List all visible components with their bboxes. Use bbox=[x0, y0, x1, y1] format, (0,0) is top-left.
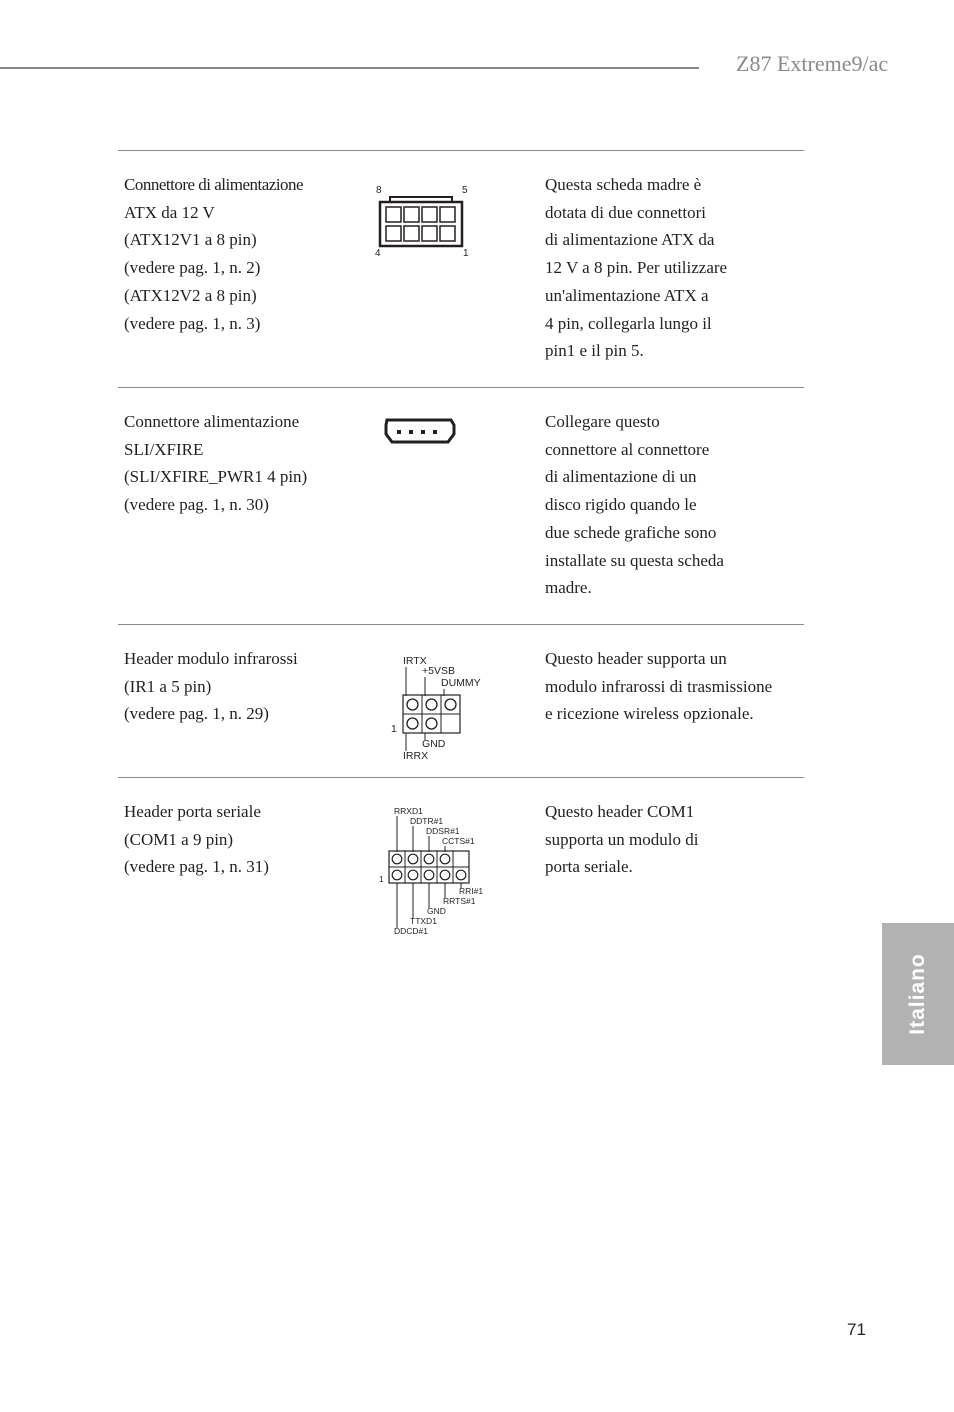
text-line: e ricezione wireless opzionale. bbox=[545, 704, 754, 724]
text-line: 4 pin, collegarla lungo il bbox=[545, 313, 712, 333]
pin-label-ddtr1: DDTR#1 bbox=[410, 816, 444, 826]
page-number: 71 bbox=[847, 1320, 866, 1339]
text-line: Questo header supporta un bbox=[545, 649, 727, 668]
pin-label-1: 1 bbox=[379, 874, 384, 884]
pin-label-1: 1 bbox=[391, 723, 397, 735]
table-top-rule bbox=[118, 150, 804, 151]
pin-label-gnd: GND bbox=[427, 906, 446, 916]
pin-label-5vsb: +5VSB bbox=[422, 665, 455, 677]
text-line: supporta un modulo di bbox=[545, 829, 699, 849]
text-line: Questa scheda madre è bbox=[545, 175, 702, 194]
pin-label-rrts1: RRTS#1 bbox=[443, 896, 476, 906]
language-tab-label: Italiano bbox=[906, 953, 929, 1035]
serial-header-description bbox=[124, 798, 344, 881]
pin-label-rri1: RRI#1 bbox=[459, 886, 484, 896]
pin-label-8: 8 bbox=[376, 185, 382, 196]
text-line: SLI/XFIRE bbox=[124, 439, 204, 459]
text-line: Connettore di alimentazione bbox=[124, 175, 304, 194]
text-line: disco rigido quando le bbox=[545, 495, 697, 515]
text-line: due schede grafiche sono bbox=[545, 522, 717, 542]
text-line: di alimentazione ATX da bbox=[545, 230, 715, 250]
text-line: Questo header COM1 bbox=[545, 802, 695, 821]
text-line: Header modulo infrarossi bbox=[124, 649, 298, 668]
text-line: (SLI/XFIRE_PWR1 4 pin) bbox=[124, 467, 308, 487]
text-line: (ATX12V2 a 8 pin) bbox=[124, 285, 257, 305]
text-line: pin1 e il pin 5. bbox=[545, 341, 644, 361]
text-line: (vedere pag. 1, n. 31) bbox=[124, 857, 269, 877]
model-title: Z87 Extreme9/ac bbox=[736, 51, 889, 76]
header-rule bbox=[0, 67, 699, 69]
sli-xfire-4pin-diagram bbox=[382, 416, 458, 446]
text-line: Collegare questo bbox=[545, 412, 660, 431]
text-line: Connettore alimentazione bbox=[124, 412, 300, 431]
pin-label-4: 4 bbox=[375, 248, 381, 259]
text-line: ATX da 12 V bbox=[124, 202, 215, 222]
text-line: installate su questa scheda bbox=[545, 550, 724, 570]
atx12v-connector-description bbox=[124, 171, 344, 337]
pin-label-dummy: DUMMY bbox=[441, 677, 481, 689]
serial-header-note bbox=[545, 798, 803, 881]
pin-label-ddcd1: DDCD#1 bbox=[394, 926, 429, 936]
pin-label-ddsr1: DDSR#1 bbox=[426, 826, 460, 836]
pin-label-ccts1: CCTS#1 bbox=[442, 836, 475, 846]
text-line: (IR1 a 5 pin) bbox=[124, 676, 212, 696]
serial-com1-diagram bbox=[375, 800, 495, 940]
infrared-header-description bbox=[124, 645, 344, 728]
atx12v-8pin-diagram bbox=[372, 182, 472, 262]
text-line: (ATX12V1 a 8 pin) bbox=[124, 230, 257, 250]
text-line: modulo infrarossi di trasmissione bbox=[545, 676, 773, 696]
sli-xfire-connector-description bbox=[124, 408, 344, 519]
pin-label-1: 1 bbox=[463, 248, 469, 259]
pin-label-irrx: IRRX bbox=[403, 750, 429, 762]
text-line: 12 V a 8 pin. Per utilizzare bbox=[545, 258, 728, 278]
row-divider bbox=[118, 387, 804, 388]
text-line: (vedere pag. 1, n. 2) bbox=[124, 258, 261, 278]
infrared-5pin-diagram bbox=[385, 650, 495, 765]
sli-xfire-connector-note bbox=[545, 408, 803, 602]
text-line: (COM1 a 9 pin) bbox=[124, 829, 234, 849]
row-divider bbox=[118, 624, 804, 625]
pin-label-ttxd1: TTXD1 bbox=[410, 916, 437, 926]
pin-label-irtx: IRTX bbox=[403, 655, 427, 667]
text-line: (vedere pag. 1, n. 3) bbox=[124, 313, 261, 333]
pin-label-gnd: GND bbox=[422, 738, 446, 750]
pin-label-rrxd1: RRXD1 bbox=[394, 806, 423, 816]
row-divider bbox=[118, 777, 804, 778]
text-line: (vedere pag. 1, n. 30) bbox=[124, 495, 269, 515]
text-line: connettore al connettore bbox=[545, 439, 710, 459]
atx12v-connector-note bbox=[545, 171, 803, 365]
text-line: di alimentazione di un bbox=[545, 467, 697, 487]
pin-label-5: 5 bbox=[462, 185, 468, 196]
text-line: (vedere pag. 1, n. 29) bbox=[124, 704, 269, 724]
infrared-header-note bbox=[545, 645, 803, 728]
text-line: madre. bbox=[545, 578, 592, 598]
text-line: porta seriale. bbox=[545, 857, 633, 877]
text-line: Header porta seriale bbox=[124, 802, 261, 821]
text-line: un'alimentazione ATX a bbox=[545, 285, 709, 305]
text-line: dotata di due connettori bbox=[545, 202, 706, 222]
language-tab bbox=[882, 923, 954, 1065]
